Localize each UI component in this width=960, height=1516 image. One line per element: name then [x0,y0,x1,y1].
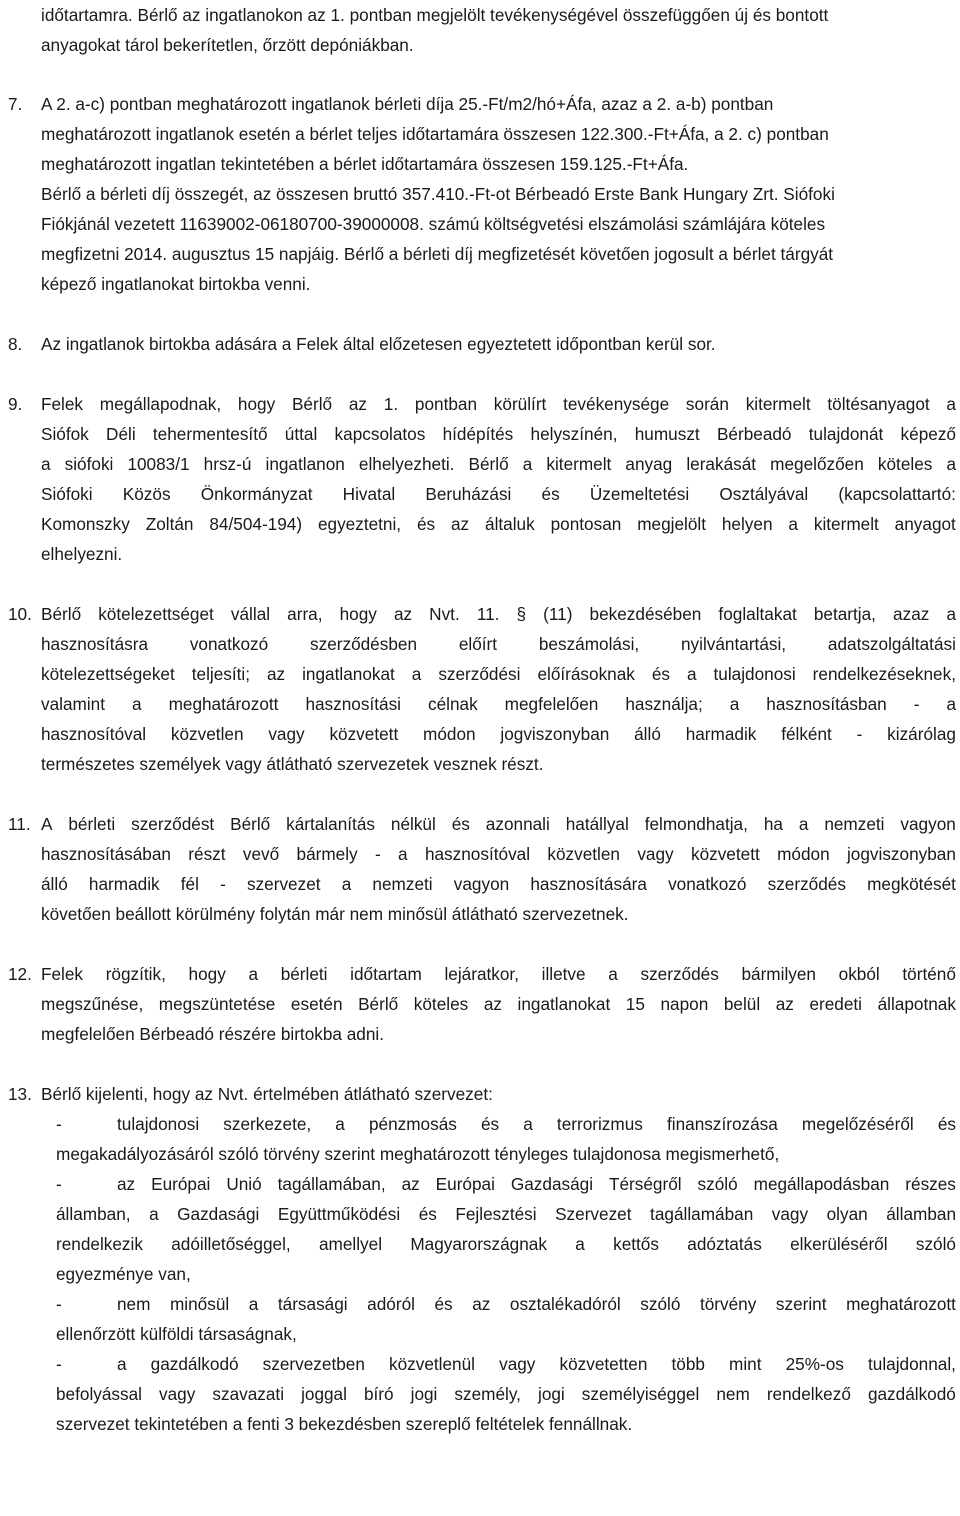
section-line: A 2. a-c) pontban meghatározott ingatlanok bérleti díja 25.-Ft/m2/hó+Áfa, azaz a 2. a-b) pontban [41,94,774,114]
section-number: 11. [8,814,31,834]
section-line: Fiókjánál vezetett 11639002-06180700-39000008. számú költségvetési elszámolási számlájára köteles [41,214,826,234]
section-number: 7. [8,94,23,114]
section-line: hasznosítóval közvetlen vagy közvetett módon jogviszonyban álló harmadik félként - kizárólag [41,724,956,744]
section-line: elhelyezni. [41,544,123,564]
bullet-line: rendelkezik adóilletőséggel, amellyel Magyarországnak a kettős adóztatás elkerüléséről szóló [56,1234,956,1254]
bullet-line: tulajdonosi szerkezete, a pénzmosás és a terrorizmus finanszírozása megelőzéséről és [117,1114,956,1134]
section-line: megfelelően Bérbeadó részére birtokba adni. [41,1024,385,1044]
section-line: meghatározott ingatlanok esetén a bérlet teljes időtartamára összesen 122.300.-Ft+Áfa, a 2. c) pontban [41,124,829,144]
section-line: képező ingatlanokat birtokba venni. [41,274,311,294]
section-line: Az ingatlanok birtokba adására a Felek által előzetesen egyeztetett időpontban kerül sor. [41,334,716,354]
section-line: hasznosításában részt vevő bármely - a hasznosítóval közvetlen vagy közvetett módon jogviszonyban [41,844,956,864]
section-line: meghatározott ingatlan tekintetében a bérlet időtartamára összesen 159.125.-Ft+Áfa. [41,154,689,174]
bullet-dash: - [56,1354,62,1374]
bullet-line: a gazdálkodó szervezetben közvetlenül vagy közvetetten több mint 25%-os tulajdonnal, [117,1354,956,1374]
bullet-line: az Európai Unió tagállamában, az Európai Gazdasági Térségről szóló megállapodásban részes [117,1174,956,1194]
section-line: Bérlő kijelenti, hogy az Nvt. értelmében átlátható szervezet: [41,1084,493,1104]
intro-line: időtartamra. Bérlő az ingatlanokon az 1. pontban megjelölt tevékenységével összefüggően új és bontott [41,5,829,25]
bullet-dash: - [56,1294,62,1314]
section-line: álló harmadik fél - szervezet a nemzeti vagyon hasznosítására vonatkozó szerződés megkötését [41,874,956,894]
section-line: Komonszky Zoltán 84/504-194) egyeztetni, és az általuk pontosan megjelölt helyen a kitermelt anyagot [41,514,956,534]
section-number: 13. [8,1084,32,1104]
section-line: Bérlő a bérleti díj összegét, az összesen bruttó 357.410.-Ft-ot Bérbeadó Erste Bank Hungary Zrt. Siófoki [41,184,835,204]
bullet-line: egyezménye van, [56,1264,191,1284]
section-line: a siófoki 10083/1 hrsz-ú ingatlanon elhelyezheti. Bérlő a kitermelt anyag lerakását megelőzően köteles a [41,454,956,474]
section-line: megfizetni 2014. augusztus 15 napjáig. Bérlő a bérleti díj megfizetését követően jogosult a bérlet tárgyát [41,244,834,264]
section-line: Felek rögzítik, hogy a bérleti időtartam lejáratkor, illetve a szerződés bármilyen okból történő [41,964,956,984]
bullet-line: ellenőrzött külföldi társaságnak, [56,1324,297,1344]
section-line: természetes személyek vagy átlátható szervezetek vesznek részt. [41,754,544,774]
bullet-line: megakadályozásáról szóló törvény szerint meghatározott tényleges tulajdonosa megismerhető, [56,1144,780,1164]
bullet-dash: - [56,1174,62,1194]
section-line: hasznosításra vonatkozó szerződésben előírt beszámolási, nyilvántartási, adatszolgáltatási [41,634,956,654]
bullet-line: nem minősül a társasági adóról és az osztalékadóról szóló törvény szerint meghatározott [117,1294,956,1314]
bullet-dash: - [56,1114,62,1134]
section-line: Felek megállapodnak, hogy Bérlő az 1. pontban körülírt tevékenysége során kitermelt töltésanyagot a [41,394,956,414]
section-number: 8. [8,334,23,354]
bullet-line: szervezet tekintetében a fenti 3 bekezdésben szereplő feltételek fennállnak. [56,1414,633,1434]
section-line: Siófok Déli tehermentesítő úttal kapcsolatos hídépítés helyszínén, humuszt Bérbeadó tulajdonát képező [41,424,956,444]
section-line: valamint a meghatározott hasznosítási célnak megfelelően használja; a hasznosításban - a [41,694,956,714]
section-line: A bérleti szerződést Bérlő kártalanítás nélkül és azonnali hatállyal felmondhatja, ha a nemzeti vagyon [41,814,956,834]
section-line: megszűnése, megszüntetése esetén Bérlő köteles az ingatlanokat 15 napon belül az eredeti állapotnak [41,994,956,1014]
section-number: 9. [8,394,23,414]
section-line: Bérlő kötelezettséget vállal arra, hogy az Nvt. 11. § (11) bekezdésében foglaltakat betartja, azaz a [41,604,956,624]
bullet-line: államban, a Gazdasági Együttműködési és Fejlesztési Szervezet tagállamában vagy olyan államban [56,1204,956,1224]
section-line: követően beállott körülmény folytán már nem minősül átlátható szervezetnek. [41,904,629,924]
section-line: kötelezettségeket teljesíti; az ingatlanokat a szerződési előírásoknak és a tulajdonosi rendelkezéseknek, [41,664,956,684]
section-number: 10. [8,604,32,624]
bullet-line: befolyással vagy szavazati joggal bíró jogi személy, jogi személyiséggel nem rendelkező gazdálkodó [56,1384,956,1404]
section-number: 12. [8,964,32,984]
section-line: Siófoki Közös Önkormányzat Hivatal Beruházási és Üzemeltetési Osztályával (kapcsolattartó: [41,484,956,504]
intro-line: anyagokat tárol bekerítetlen, őrzött depóniákban. [41,35,414,55]
